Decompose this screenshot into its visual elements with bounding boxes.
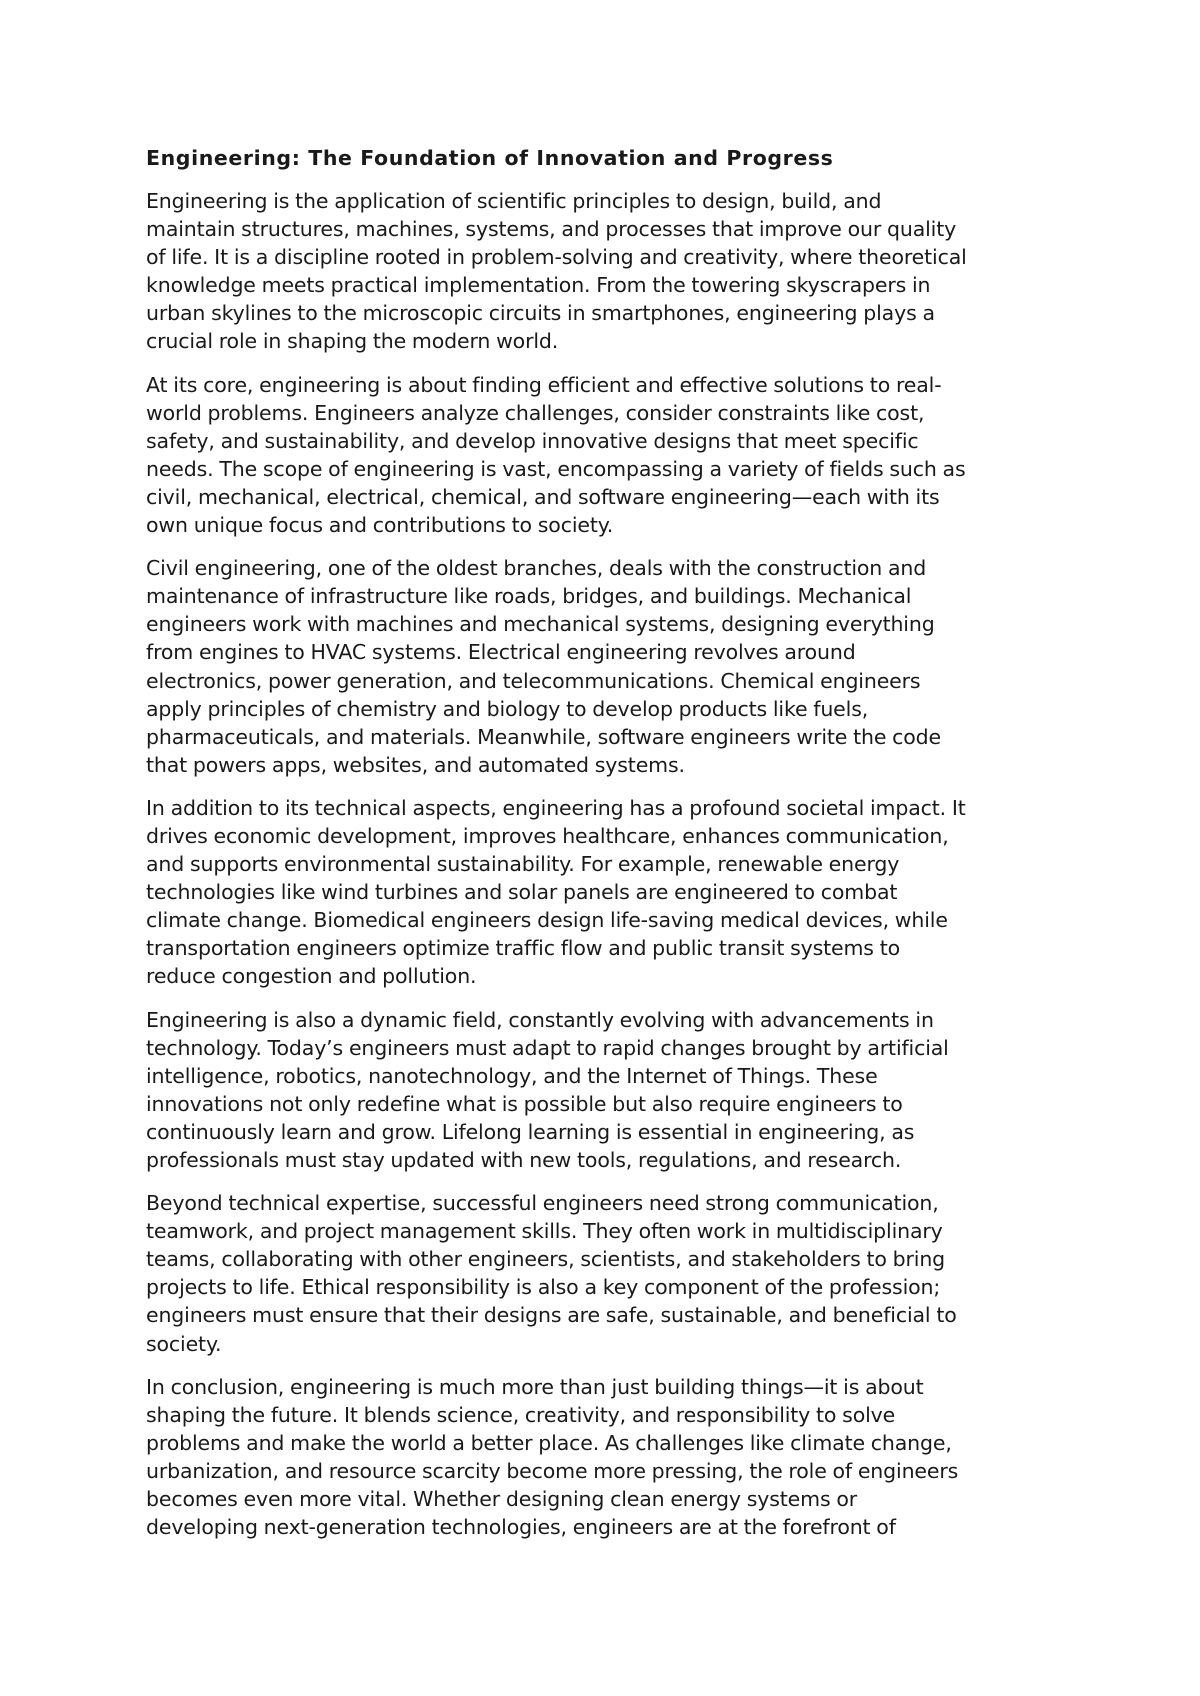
text-line: urban skylines to the microscopic circuits in smartphones, engineering plays a <box>146 301 935 326</box>
document-body <box>146 144 1066 1556</box>
text-line: electronics, power generation, and telecommunications. Chemical engineers <box>146 668 921 693</box>
paragraph <box>146 1373 1066 1542</box>
text-line: that powers apps, websites, and automated systems. <box>146 752 685 777</box>
text-line: maintain structures, machines, systems, and processes that improve our quality <box>146 217 957 242</box>
text-line: technologies like wind turbines and solar panels are engineered to combat <box>146 880 898 905</box>
text-line: Engineering is also a dynamic field, constantly evolving with advancements in <box>146 1007 934 1032</box>
text-line: from engines to HVAC systems. Electrical engineering revolves around <box>146 640 856 665</box>
paragraph <box>146 1006 1066 1175</box>
paragraph <box>146 371 1066 540</box>
text-line: apply principles of chemistry and biology to develop products like fuels, <box>146 696 869 721</box>
text-line: problems and make the world a better place. As challenges like climate change, <box>146 1430 952 1455</box>
text-line: engineers must ensure that their designs are safe, sustainable, and beneficial to <box>146 1303 957 1328</box>
text-line: own unique focus and contributions to society. <box>146 513 614 538</box>
text-line: transportation engineers optimize traffic flow and public transit systems to <box>146 936 900 961</box>
text-line: needs. The scope of engineering is vast, encompassing a variety of fields such as <box>146 456 966 481</box>
text-line: safety, and sustainability, and develop innovative designs that meet specific <box>146 428 919 453</box>
text-line: climate change. Biomedical engineers design life-saving medical devices, while <box>146 908 948 933</box>
text-line: In addition to its technical aspects, engineering has a profound societal impact. It <box>146 795 966 820</box>
text-line: knowledge meets practical implementation. From the towering skyscrapers in <box>146 273 931 298</box>
text-line: Beyond technical expertise, successful engineers need strong communication, <box>146 1191 939 1216</box>
text-line: At its core, engineering is about finding efficient and effective solutions to real- <box>146 372 942 397</box>
text-line: maintenance of infrastructure like roads, bridges, and buildings. Mechanical <box>146 584 912 609</box>
text-line: teams, collaborating with other engineers, scientists, and stakeholders to bring <box>146 1247 946 1272</box>
text-line: world problems. Engineers analyze challenges, consider constraints like cost, <box>146 400 925 425</box>
text-line: civil, mechanical, electrical, chemical, and software engineering—each with its <box>146 484 940 509</box>
text-line: intelligence, robotics, nanotechnology, and the Internet of Things. These <box>146 1063 878 1088</box>
text-line: crucial role in shaping the modern world. <box>146 329 559 354</box>
text-line: reduce congestion and pollution. <box>146 964 477 989</box>
text-line: continuously learn and grow. Lifelong learning is essential in engineering, as <box>146 1119 915 1144</box>
paragraph <box>146 1189 1066 1358</box>
text-line: shaping the future. It blends science, creativity, and responsibility to solve <box>146 1402 896 1427</box>
text-line: and supports environmental sustainability. For example, renewable energy <box>146 852 900 877</box>
text-line: Civil engineering, one of the oldest branches, deals with the construction and <box>146 556 927 581</box>
paragraph <box>146 187 1066 356</box>
text-line: engineers work with machines and mechanical systems, designing everything <box>146 612 935 637</box>
paragraph <box>146 794 1066 991</box>
text-line: society. <box>146 1331 222 1356</box>
text-line: drives economic development, improves healthcare, enhances communication, <box>146 823 949 848</box>
text-line: of life. It is a discipline rooted in problem-solving and creativity, where theoretical <box>146 245 967 270</box>
text-line: urbanization, and resource scarcity become more pressing, the role of engineers <box>146 1458 959 1483</box>
text-line: pharmaceuticals, and materials. Meanwhile, software engineers write the code <box>146 724 941 749</box>
text-line: innovations not only redefine what is possible but also require engineers to <box>146 1091 903 1116</box>
text-line: projects to life. Ethical responsibility is also a key component of the profession; <box>146 1275 941 1300</box>
text-line: developing next-generation technologies, engineers are at the forefront of <box>146 1515 896 1540</box>
paragraph <box>146 554 1066 779</box>
text-line: becomes even more vital. Whether designing clean energy systems or <box>146 1487 858 1512</box>
text-line: In conclusion, engineering is much more than just building things—it is about <box>146 1374 924 1399</box>
text-line: professionals must stay updated with new tools, regulations, and research. <box>146 1148 902 1172</box>
document-title: Engineering: The Foundation of Innovation and Progress <box>146 146 834 170</box>
text-line: Engineering is the application of scientific principles to design, build, and <box>146 189 882 213</box>
text-line: teamwork, and project management skills. They often work in multidisciplinary <box>146 1219 943 1244</box>
paragraph-list <box>146 187 1066 1541</box>
text-line: technology. Today’s engineers must adapt to rapid changes brought by artificial <box>146 1035 949 1060</box>
